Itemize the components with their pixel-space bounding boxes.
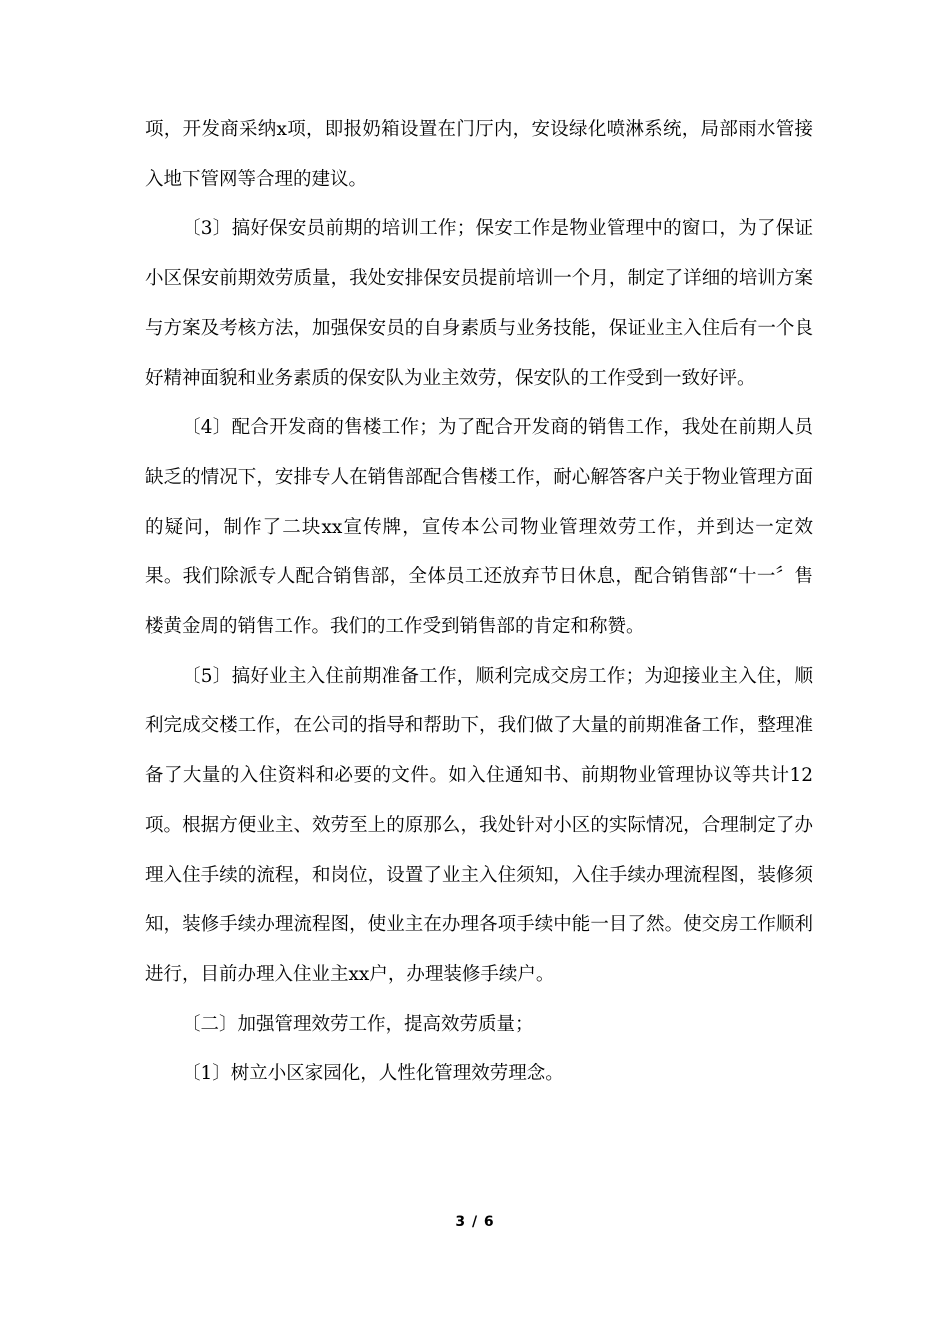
paragraph-move-in-preparation: 〔5〕搞好业主入住前期准备工作，顺利完成交房工作；为迎接业主入住，顺利完成交楼工作，在公司的指导和帮助下，我们做了大量的前期准备工作，整理准备了大量的入住资料和必要的文件。如入住通知书、前期物业管理协议等共计12项。根据方便业主、效劳至上的原那么，我处针对小区的实际情况，合理制定了办理入住手续的流程，和岗位，设置了业主入住须知，入住手续办理流程图，装修须知，装修手续办理流程图，使业主在办理各项手续中能一目了然。使交房工作顺利进行，目前办理入住业主xx户，办理装修手续户。 (145, 665, 813, 985)
paragraph-sales-support: 〔4〕配合开发商的售楼工作；为了配合开发商的销售工作，我处在前期人员缺乏的情况下，安排专人在销售部配合售楼工作，耐心解答客户关于物业管理方面的疑问，制作了二块xx宣传牌，宣传本公司物业管理效劳工作，并到达一定效果。我们除派专人配合销售部，全体员工还放弃节日休息，配合销售部“十一〞售楼黄金周的销售工作。我们的工作受到销售部的肯定和称赞。 (145, 417, 813, 638)
page-number: 3 / 6 (455, 1214, 495, 1230)
document-body (145, 105, 813, 1099)
subheading-service-concept: 〔1〕树立小区家园化，人性化管理效劳理念。 (182, 1063, 564, 1085)
paragraph-security-training: 〔3〕搞好保安员前期的培训工作；保安工作是物业管理中的窗口，为了保证小区保安前期效劳质量，我处安排保安员提前培训一个月，制定了详细的培训方案与方案及考核方法，加强保安员的自身素质与业务技能，保证业主入住后有一个良好精神面貌和业务素质的保安队为业主效劳，保安队的工作受到一致好评。 (145, 218, 813, 389)
section-heading-management-service: 〔二〕加强管理效劳工作，提高效劳质量； (182, 1013, 534, 1035)
paragraph-continuation: 项，开发商采纳x项，即报奶箱设置在门厅内，安设绿化喷淋系统，局部雨水管接入地下管网等合理的建议。 (145, 119, 813, 190)
